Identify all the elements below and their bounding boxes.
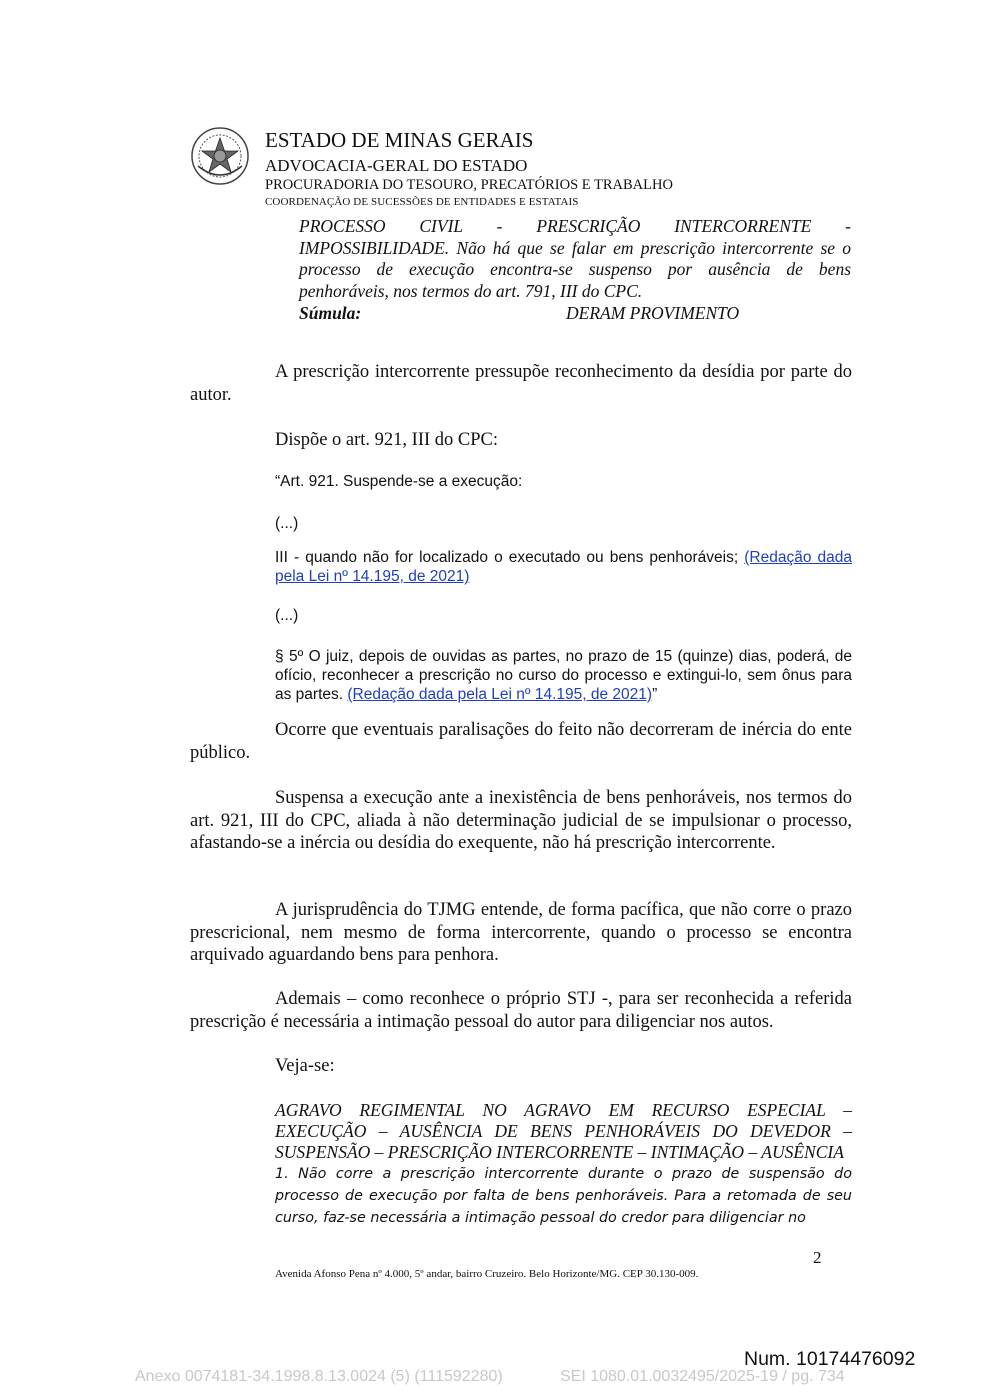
paragraph-3: Ocorre que eventuais paralisações do feito não decorreram de inércia do ente público. (190, 720, 852, 763)
page-number: 2 (813, 1248, 822, 1267)
sumula-value: DERAM PROVIMENTO (566, 303, 740, 323)
header-state-name: ESTADO DE MINAS GERAIS (265, 128, 534, 152)
paragraph-2: Dispõe o art. 921, III do CPC: (275, 430, 499, 450)
quote-ellipsis-2: (...) (275, 607, 299, 624)
minas-gerais-coat-of-arms-icon (190, 126, 250, 186)
paragraph-4: Suspensa a execução ante a inexistência de bens penhoráveis, nos termos do art. 921, III do CPC, aliada à não determinação judicial de se impulsionar o processo, afastando-se a inércia ou desídia do exequente, não há prescrição intercorrente. (190, 788, 852, 853)
sumula-label: Súmula: (299, 303, 362, 323)
paragraph-7: Veja-se: (275, 1056, 335, 1076)
redacao-link-1[interactable]: (Redação dada pela Lei nº 14.195, de 2021) (275, 549, 852, 585)
paragraph-5: A jurisprudência do TJMG entende, de forma pacífica, que não corre o prazo prescricional, nem mesmo de forma intercorrente, quando o processo se encontra arquivado aguardando bens para penhora. (190, 900, 852, 965)
header-coordenacao: COORDENAÇÃO DE SUCESSÕES DE ENTIDADES E ESTATAIS (265, 196, 579, 208)
paragraph-1: A prescrição intercorrente pressupõe reconhecimento da desídia por parte do autor. (190, 362, 852, 405)
quote-paragraph-5 (275, 647, 852, 704)
sumula-line (299, 303, 740, 324)
ementa-stj (275, 1100, 852, 1229)
sei-watermark: SEI 1080.01.0032495/2025-19 / pg. 734 (560, 1368, 845, 1385)
quote-close-mark: ” (652, 686, 658, 703)
header-procuradoria: PROCURADORIA DO TESOURO, PRECATÓRIOS E TRABALHO (265, 177, 673, 193)
redacao-link-2[interactable]: (Redação dada pela Lei nº 14.195, de 2021) (347, 686, 653, 703)
quote-ellipsis-1: (...) (275, 515, 299, 532)
quote-item-iii-text: III - quando não for localizado o executado ou bens penhoráveis; (275, 549, 739, 566)
ementa-stj-item-1: 1. Não corre a prescrição intercorrente durante o prazo de suspensão do processo de execução por falta de bens penhoráveis. Para a retomada de seu curso, faz-se necessária a intimação pessoal do credor para diligenciar no (275, 1166, 852, 1226)
quote-art-921: “Art. 921. Suspende-se a execução: (275, 473, 523, 490)
header-agency: ADVOCACIA-GERAL DO ESTADO (265, 156, 528, 175)
footer-address: Avenida Afonso Pena nº 4.000, 5º andar, bairro Cruzeiro. Belo Horizonte/MG. CEP 30.130-009. (275, 1268, 699, 1280)
quote-item-iii (275, 548, 852, 586)
ementa-text: PROCESSO CIVIL - PRESCRIÇÃO INTERCORRENTE - IMPOSSIBILIDADE. Não há que se falar em prescrição intercorrente se o processo de execução encontra-se suspenso por ausência de bens penhoráveis, nos termos do art. 791, III do CPC. (299, 216, 851, 301)
ementa-stj-heading: AGRAVO REGIMENTAL NO AGRAVO EM RECURSO ESPECIAL – EXECUÇÃO – AUSÊNCIA DE BENS PENHORÁVEIS DO DEVEDOR – SUSPENSÃO – PRESCRIÇÃO INTERCORRENTE – INTIMAÇÃO – AUSÊNCIA (275, 1100, 852, 1162)
quote-paragraph-5-text: § 5º O juiz, depois de ouvidas as partes, no prazo de 15 (quinze) dias, poderá, de ofício, reconhecer a prescrição no curso do processo e extingui-lo, sem ônus para as partes. (275, 648, 852, 703)
document-number: Num. 10174476092 (744, 1348, 916, 1370)
anexo-watermark: Anexo 0074181-34.1998.8.13.0024 (5) (111592280) (135, 1368, 503, 1385)
paragraph-6: Ademais – como reconhece o próprio STJ -, para ser reconhecida a referida prescrição é necessária a intimação pessoal do autor para diligenciar nos autos. (190, 989, 852, 1032)
